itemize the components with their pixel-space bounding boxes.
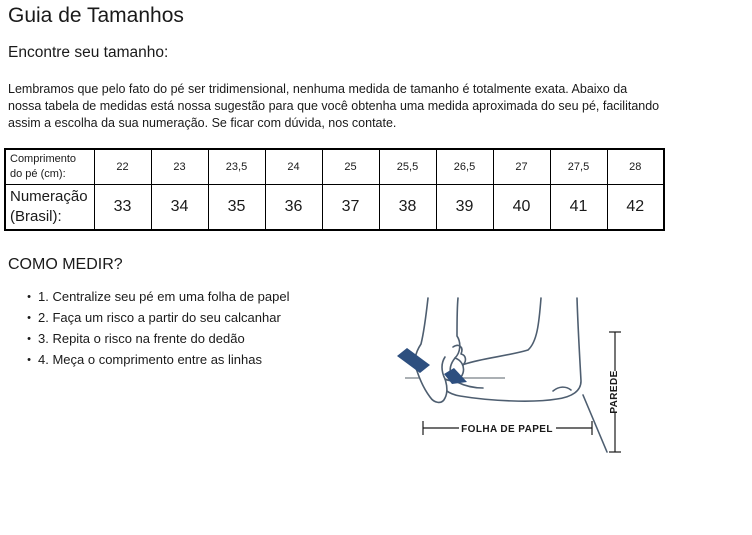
list-item	[20, 331, 290, 352]
brazil-size-cell: 42	[607, 184, 664, 230]
paper-dimension	[423, 421, 592, 435]
foot-length-cell: 25	[322, 149, 379, 184]
bullet-icon: •	[27, 354, 31, 366]
step-text: 3. Repita o risco na frente do dedão	[38, 331, 245, 346]
step-text: 1. Centralize seu pé em uma folha de papel	[38, 289, 290, 304]
how-to-measure-heading: COMO MEDIR?	[8, 256, 123, 273]
foot-length-cell: 28	[607, 149, 664, 184]
foot-length-cell: 25,5	[379, 149, 436, 184]
list-item	[20, 310, 290, 331]
foot-length-cell: 27	[493, 149, 550, 184]
foot-length-cell: 26,5	[436, 149, 493, 184]
list-item	[20, 352, 290, 373]
intro-line: nossa tabela de medidas está nossa sugestão para que você obtenha uma medida aproximada do seu pé, facilitando	[8, 99, 660, 113]
table-row-foot-length	[5, 149, 664, 184]
intro-paragraph	[8, 81, 659, 132]
brazil-size-cell: 37	[322, 184, 379, 230]
brazil-size-cell: 39	[436, 184, 493, 230]
step-text: 4. Meça o comprimento entre as linhas	[38, 352, 262, 367]
measuring-steps-list	[20, 289, 290, 373]
size-table	[4, 148, 665, 231]
intro-line: Lembramos que pelo fato do pé ser tridimensional, nenhuma medida de tamanho é totalmente exata. Abaixo da	[8, 82, 628, 96]
brazil-size-cell: 38	[379, 184, 436, 230]
foot-length-cell: 24	[265, 149, 322, 184]
foot-measuring-illustration	[393, 296, 655, 488]
paper-label: FOLHA DE PAPEL	[461, 424, 553, 435]
foot-length-cell: 23,5	[208, 149, 265, 184]
bullet-icon: •	[27, 312, 31, 324]
brazil-size-cell: 33	[94, 184, 151, 230]
row-header-brazil-size: Numeração (Brasil):	[5, 184, 94, 230]
brazil-size-cell: 36	[265, 184, 322, 230]
brazil-size-cell: 40	[493, 184, 550, 230]
brazil-size-cell: 35	[208, 184, 265, 230]
step-text: 2. Faça um risco a partir do seu calcanhar	[38, 310, 281, 325]
page-title: Guia de Tamanhos	[8, 4, 184, 27]
bullet-icon: •	[27, 333, 31, 345]
foot-length-cell: 22	[94, 149, 151, 184]
wall-dimension	[609, 332, 621, 452]
intro-line: assim a escolha da sua numeração. Se ficar com dúvida, nos contate.	[8, 116, 397, 130]
bullet-icon: •	[27, 291, 31, 303]
brazil-size-cell: 34	[151, 184, 208, 230]
wall-label: PAREDE	[609, 370, 620, 414]
row-header-foot-length: Comprimento do pé (cm):	[5, 149, 94, 184]
measuring-diagram	[393, 296, 655, 488]
heel-diagonal-line	[583, 395, 607, 452]
brazil-size-cell: 41	[550, 184, 607, 230]
foot-length-cell: 23	[151, 149, 208, 184]
table-row-brazil-size	[5, 184, 664, 230]
find-your-size-heading: Encontre seu tamanho:	[8, 44, 169, 61]
foot-length-cell: 27,5	[550, 149, 607, 184]
list-item	[20, 289, 290, 310]
